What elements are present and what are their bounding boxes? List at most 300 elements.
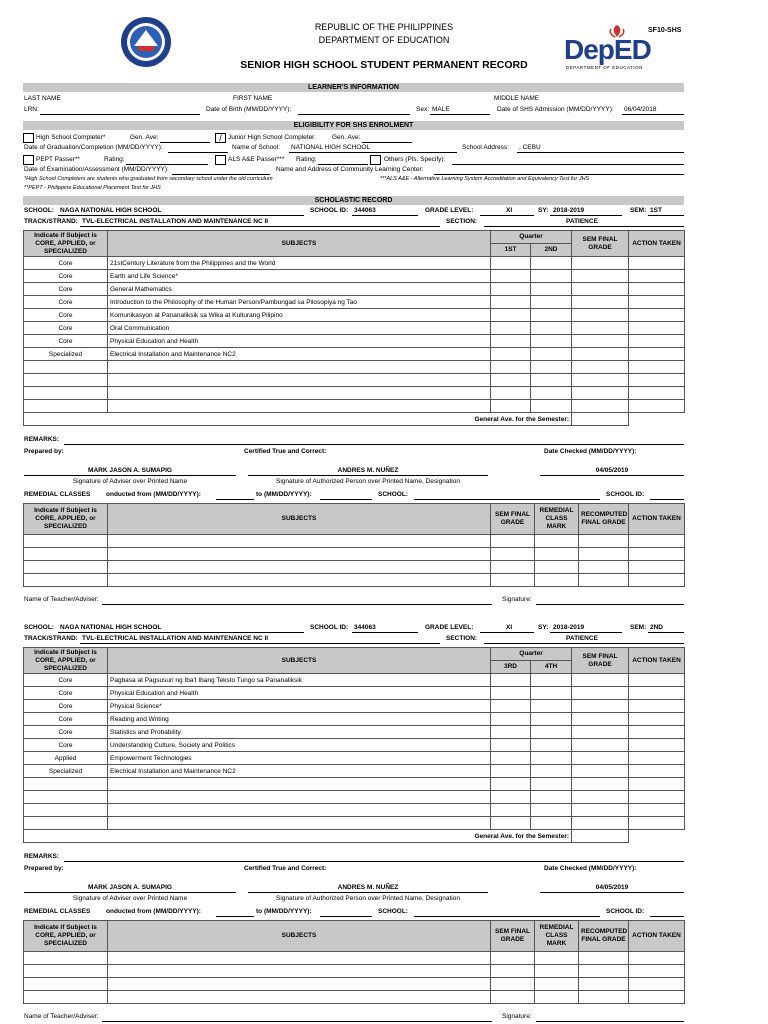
action-taken[interactable] [629,726,685,739]
remedial-classes-label: REMEDIAL CLASSES [24,908,91,915]
subject-name-cell[interactable] [108,400,491,413]
school-id-value: 344063 [354,624,376,631]
others-field[interactable] [452,164,684,165]
track-field[interactable] [80,226,440,227]
rem-subject-cell[interactable] [108,965,491,978]
action-taken[interactable] [629,283,685,296]
subject-type: Specialized [24,765,108,778]
rem-action-cell[interactable] [629,561,685,574]
subject-row [24,322,685,335]
rem-subject-cell[interactable] [108,574,491,587]
track-field[interactable] [80,643,440,644]
action-taken[interactable] [629,778,685,791]
quarter-b-grade[interactable] [531,296,572,309]
quarter-a-grade[interactable] [491,257,531,270]
rating-field-2[interactable] [318,164,368,165]
rem-mark-cell[interactable] [535,965,579,978]
action-taken[interactable] [629,765,685,778]
rem-mark-cell[interactable] [535,535,579,548]
subject-type-cell[interactable] [24,804,108,817]
track-label: TRACK/STRAND: [24,635,78,642]
action-taken[interactable] [629,296,685,309]
rem-action-cell[interactable] [629,535,685,548]
subject-name: 21stCentury Literature from the Philippines and the World [108,257,491,270]
sem-final-grade[interactable] [572,739,629,752]
rem-mark-cell[interactable] [535,561,579,574]
sem-final-header: SEM FINAL GRADE [572,231,629,257]
grade-level-field[interactable] [480,632,534,633]
quarter-header: Quarter [491,648,572,661]
hs-completer-checkbox[interactable] [23,133,34,143]
subject-name-cell[interactable] [108,778,491,791]
adviser-signature-line[interactable] [24,475,236,476]
scholastic-bar: SCHOLASTIC RECORD [23,196,684,205]
school-id-field[interactable] [352,215,418,216]
rem-subject-cell[interactable] [108,991,491,1004]
sem-final-grade[interactable] [572,348,629,361]
quarter-b-grade[interactable] [531,765,572,778]
subject-row [24,257,685,270]
last-name-label: LAST NAME [24,95,61,102]
subject-type-cell[interactable] [24,387,108,400]
school-field[interactable] [58,215,304,216]
rem-sem-final-cell[interactable] [491,548,535,561]
rem-mark-cell[interactable] [535,991,579,1004]
rem-action-cell[interactable] [629,548,685,561]
subject-name-cell[interactable] [108,387,491,400]
school-id-value: 344063 [354,207,376,214]
subject-row [24,726,685,739]
quarter-a-grade[interactable] [491,752,531,765]
action-taken[interactable] [629,335,685,348]
quarter-b-grade[interactable] [531,335,572,348]
admission-field[interactable] [622,114,684,115]
section-value: PATIENCE [566,218,598,225]
subject-name: Statistics and Probability [108,726,491,739]
action-taken[interactable] [629,739,685,752]
quarter-b-grade[interactable] [531,817,572,830]
subject-row [24,387,685,400]
als-checkbox[interactable] [215,155,226,165]
quarter-a-grade[interactable] [491,309,531,322]
remedial-school-id-field[interactable] [650,499,684,500]
quarter-b-grade[interactable] [531,687,572,700]
subject-type: Core [24,687,108,700]
quarter-a-grade[interactable] [491,270,531,283]
quarter-a-grade[interactable] [491,687,531,700]
remarks-field[interactable] [64,861,684,862]
sem-final-grade[interactable] [572,283,629,296]
sem-final-grade[interactable] [572,374,629,387]
blank-cell [629,830,685,843]
quarter-b-grade[interactable] [531,322,572,335]
conducted-field[interactable] [216,499,254,500]
sem-final-grade[interactable] [572,804,629,817]
sy-field[interactable] [550,215,622,216]
action-taken[interactable] [629,400,685,413]
certifier-signature-caption: Signature of Authorized Person over Printed Name, Designation [276,895,460,902]
subject-type-cell[interactable] [24,361,108,374]
rem-sem-final-cell[interactable] [491,991,535,1004]
rem-recomputed-cell[interactable] [579,965,629,978]
quarter-b-grade[interactable] [531,674,572,687]
signature-field[interactable] [536,1021,684,1022]
action-taken[interactable] [629,804,685,817]
quarter-b-grade[interactable] [531,257,572,270]
quarter-a-grade[interactable] [491,700,531,713]
quarter-a-grade[interactable] [491,387,531,400]
quarter-a-grade[interactable] [491,765,531,778]
rem-recomputed-cell[interactable] [579,978,629,991]
adviser-signature-line[interactable] [24,892,236,893]
quarter-a-grade[interactable] [491,726,531,739]
sem-final-grade[interactable] [572,257,629,270]
to-field[interactable] [320,499,372,500]
subject-type: Core [24,726,108,739]
sem-final-grade[interactable] [572,726,629,739]
rem-type-cell[interactable] [24,965,108,978]
rem-recomputed-cell[interactable] [579,535,629,548]
rem-indicate-header: Indicate if Subject is CORE, APPLIED, or SPECIALIZED [24,504,108,535]
action-taken[interactable] [629,700,685,713]
quarter-b-grade[interactable] [531,348,572,361]
pept-checkbox[interactable] [23,155,34,165]
action-taken[interactable] [629,348,685,361]
rem-type-cell[interactable] [24,535,108,548]
sem-final-grade[interactable] [572,817,629,830]
jhs-completer-checkbox[interactable]: / [215,133,226,143]
remedial-row [24,561,685,574]
rem-type-cell[interactable] [24,952,108,965]
rem-mark-cell[interactable] [535,952,579,965]
rem-sem-final-cell[interactable] [491,978,535,991]
dob-label: Date of Birth (MM/DD/YYYY): [206,106,292,113]
subject-row [24,283,685,296]
subject-row [24,778,685,791]
rem-recomputed-cell[interactable] [579,952,629,965]
certifier-signature-line[interactable] [248,475,488,476]
action-taken[interactable] [629,791,685,804]
to-field[interactable] [320,916,372,917]
certifier-signature-line[interactable] [248,892,488,893]
remedial-school-label: SCHOOL: [378,908,408,915]
school-address-field[interactable] [517,152,684,153]
quarter-a-grade[interactable] [491,778,531,791]
action-taken-header: ACTION TAKEN [629,231,685,257]
sem-final-grade[interactable] [572,687,629,700]
quarter-b-grade[interactable] [531,400,572,413]
subject-name-cell[interactable] [108,374,491,387]
subject-type: Core [24,674,108,687]
rem-action-cell[interactable] [629,574,685,587]
quarter-b-grade[interactable] [531,713,572,726]
action-taken[interactable] [629,270,685,283]
rem-type-cell[interactable] [24,574,108,587]
date-grad-field[interactable] [168,152,228,153]
rem-sem-final-cell[interactable] [491,574,535,587]
sem-final-grade[interactable] [572,361,629,374]
remedial-row [24,952,685,965]
admission-label: Date of SHS Admission (MM/DD/YYYY): [497,106,614,113]
admission-value: 06/04/2018 [624,106,657,113]
general-average-row [24,413,685,426]
quarter-b-grade[interactable] [531,726,572,739]
rem-recomputed-cell[interactable] [579,991,629,1004]
sem-final-grade[interactable] [572,765,629,778]
quarter-b-grade[interactable] [531,270,572,283]
rem-action-cell[interactable] [629,978,685,991]
quarter-a-grade[interactable] [491,791,531,804]
rem-type-cell[interactable] [24,978,108,991]
rem-recomputed-cell[interactable] [579,548,629,561]
date-checked-label: Date Checked (MM/DD/YYYY): [544,865,637,872]
school-field[interactable] [58,632,304,633]
sem-final-grade[interactable] [572,791,629,804]
sem-final-grade[interactable] [572,674,629,687]
date-checked-line[interactable] [540,892,684,893]
quarter-a-grade[interactable] [491,739,531,752]
quarter-a-grade[interactable] [491,400,531,413]
rem-action-cell[interactable] [629,965,685,978]
name-school-field[interactable] [289,152,457,153]
sem-final-grade[interactable] [572,713,629,726]
rem-type-cell[interactable] [24,548,108,561]
pept-label: PEPT Passer** [36,156,80,163]
general-average-value[interactable] [572,830,629,843]
recomputed-header: RECOMPUTED FINAL GRADE [579,921,629,952]
conducted-field[interactable] [216,916,254,917]
subject-name: Physical Education and Health [108,687,491,700]
section-field[interactable] [484,226,684,227]
teacher-field[interactable] [102,604,492,605]
rem-sem-final-cell[interactable] [491,952,535,965]
sem-final-grade[interactable] [572,700,629,713]
grades-header-row [24,231,685,244]
quarter-a-grade[interactable] [491,374,531,387]
rem-sem-final-cell[interactable] [491,965,535,978]
sem-field[interactable] [648,215,684,216]
remedial-school-field[interactable] [414,499,600,500]
sy-label: SY: [538,207,549,214]
subject-type-cell[interactable] [24,817,108,830]
rating-field-1[interactable] [126,164,208,165]
rem-subject-cell[interactable] [108,548,491,561]
subject-row [24,817,685,830]
quarter-a-grade[interactable] [491,283,531,296]
lrn-field[interactable] [40,114,200,115]
rem-type-cell[interactable] [24,991,108,1004]
rem-recomputed-cell[interactable] [579,561,629,574]
action-taken[interactable] [629,374,685,387]
department-line: DEPARTMENT OF EDUCATION [318,35,450,45]
sem-final-header: SEM FINAL GRADE [572,648,629,674]
quarter-a-grade[interactable] [491,804,531,817]
action-taken-header: ACTION TAKEN [629,648,685,674]
subject-type: Core [24,335,108,348]
quarter-a-grade[interactable] [491,713,531,726]
quarter-b-grade[interactable] [531,778,572,791]
rem-subject-cell[interactable] [108,978,491,991]
grade-level-value: XI [506,624,513,631]
subject-row [24,791,685,804]
rem-subject-cell[interactable] [108,535,491,548]
subject-type-cell[interactable] [24,778,108,791]
certified-label: Certified True and Correct: [244,865,327,872]
action-taken[interactable] [629,387,685,400]
quarter-a-grade[interactable] [491,296,531,309]
subject-name-cell[interactable] [108,804,491,817]
quarter-a-grade[interactable] [491,348,531,361]
rem-recomputed-cell[interactable] [579,574,629,587]
subject-row [24,400,685,413]
quarter-b-grade[interactable] [531,700,572,713]
general-average-label: General Ave. for the Semester: [24,830,572,843]
date-exam-field[interactable] [172,174,270,175]
subject-name: Oral Communication [108,322,491,335]
subject-row [24,687,685,700]
sem-final-grade[interactable] [572,296,629,309]
general-average-value[interactable] [572,413,629,426]
gen-ave-field-2[interactable] [362,142,412,143]
remedial-school-field[interactable] [414,916,600,917]
general-average-label: General Ave. for the Semester: [24,413,572,426]
eligibility-bar: ELIGIBILITY FOR SHS ENROLMENT [23,121,684,130]
quarter-b-grade[interactable] [531,739,572,752]
republic-line: REPUBLIC OF THE PHILIPPINES [314,22,454,32]
quarter-b-grade[interactable] [531,791,572,804]
sem-final-grade[interactable] [572,387,629,400]
quarter-a-grade[interactable] [491,674,531,687]
quarter-a-grade[interactable] [491,335,531,348]
remarks-field[interactable] [64,444,684,445]
quarter-a-grade[interactable] [491,361,531,374]
sex-field[interactable] [430,114,490,115]
action-taken[interactable] [629,817,685,830]
gen-ave-label-1: Gen. Ave: [130,134,159,141]
gen-ave-field-1[interactable] [160,142,210,143]
action-taken[interactable] [629,752,685,765]
quarter-b-grade[interactable] [531,804,572,817]
blank-cell [629,413,685,426]
subject-name-cell[interactable] [108,817,491,830]
sy-field[interactable] [550,632,622,633]
action-taken[interactable] [629,361,685,374]
dob-field[interactable] [298,114,410,115]
quarter-b-grade[interactable] [531,752,572,765]
action-taken[interactable] [629,322,685,335]
sem-field[interactable] [648,632,684,633]
rem-type-cell[interactable] [24,561,108,574]
signature-field[interactable] [536,604,684,605]
date-exam-label: Date of Examination/Assessment (MM/DD/YYYY): [24,166,169,173]
rem-action-cell[interactable] [629,991,685,1004]
action-taken[interactable] [629,713,685,726]
others-checkbox[interactable] [370,155,381,165]
remedial-header-row [24,504,685,535]
sem-final-grade[interactable] [572,309,629,322]
teacher-label: Name of Teacher/Adviser: [24,1013,99,1020]
subject-type-cell[interactable] [24,400,108,413]
teacher-label: Name of Teacher/Adviser: [24,596,99,603]
remedial-school-id-field[interactable] [650,916,684,917]
sem-final-grade[interactable] [572,335,629,348]
quarter-a-header: 3RD [491,661,531,674]
rem-sem-final-header: SEM FINAL GRADE [491,504,535,535]
rating-label-2: Rating: [296,156,317,163]
certifier-signature-caption: Signature of Authorized Person over Printed Name, Designation [276,478,460,485]
rem-mark-cell[interactable] [535,574,579,587]
quarter-b-grade[interactable] [531,309,572,322]
school-id-field[interactable] [352,632,418,633]
section-field[interactable] [484,643,684,644]
certified-label: Certified True and Correct: [244,448,327,455]
subject-row [24,374,685,387]
grade-level-value: XI [506,207,513,214]
others-label: Others (Pls. Specify): [384,156,446,163]
name-school-value: NATIONAL HIGH SCHOOL [291,144,371,151]
action-taken[interactable] [629,309,685,322]
subject-name-cell[interactable] [108,361,491,374]
date-checked-line[interactable] [540,475,684,476]
form-title: SENIOR HIGH SCHOOL STUDENT PERMANENT RECORD [240,59,528,71]
quarter-b-grade[interactable] [531,387,572,400]
rem-sem-final-cell[interactable] [491,535,535,548]
quarter-b-grade[interactable] [531,283,572,296]
remedial-school-label: SCHOOL: [378,491,408,498]
sem-final-grade[interactable] [572,778,629,791]
lrn-label: LRN: [24,106,39,113]
subjects-header: SUBJECTS [108,231,491,257]
clc-field[interactable] [434,174,684,175]
sem-final-grade[interactable] [572,270,629,283]
action-taken[interactable] [629,257,685,270]
quarter-a-grade[interactable] [491,322,531,335]
quarter-b-grade[interactable] [531,361,572,374]
teacher-field[interactable] [102,1021,492,1022]
grade-level-field[interactable] [480,215,534,216]
school-value: NAGA NATIONAL HIGH SCHOOL [60,624,162,631]
rem-mark-cell[interactable] [535,978,579,991]
subject-name-cell[interactable] [108,791,491,804]
rem-sem-final-cell[interactable] [491,561,535,574]
quarter-a-grade[interactable] [491,817,531,830]
rem-subjects-header: SUBJECTS [108,504,491,535]
subject-type-cell[interactable] [24,374,108,387]
sex-value: MALE [432,106,450,113]
rem-action-cell[interactable] [629,952,685,965]
sem-final-grade[interactable] [572,752,629,765]
rem-mark-cell[interactable] [535,548,579,561]
subject-name: Electrical Installation and Maintenance NC2 [108,348,491,361]
name-school-label: Name of School: [232,144,281,151]
rem-subject-cell[interactable] [108,561,491,574]
rem-subject-cell[interactable] [108,952,491,965]
rem-subjects-header: SUBJECTS [108,921,491,952]
sem-final-grade[interactable] [572,322,629,335]
sy-value: 2018-2019 [553,207,585,214]
clc-label: Name and Address of Community Learning Center: [276,166,424,173]
subject-name: General Mathematics [108,283,491,296]
track-label: TRACK/STRAND: [24,218,78,225]
subject-type-cell[interactable] [24,791,108,804]
action-taken[interactable] [629,687,685,700]
subject-row [24,270,685,283]
action-taken[interactable] [629,674,685,687]
subject-type: Core [24,700,108,713]
sem-final-grade[interactable] [572,400,629,413]
quarter-b-grade[interactable] [531,374,572,387]
hs-completer-label: High School Completer* [36,134,106,141]
